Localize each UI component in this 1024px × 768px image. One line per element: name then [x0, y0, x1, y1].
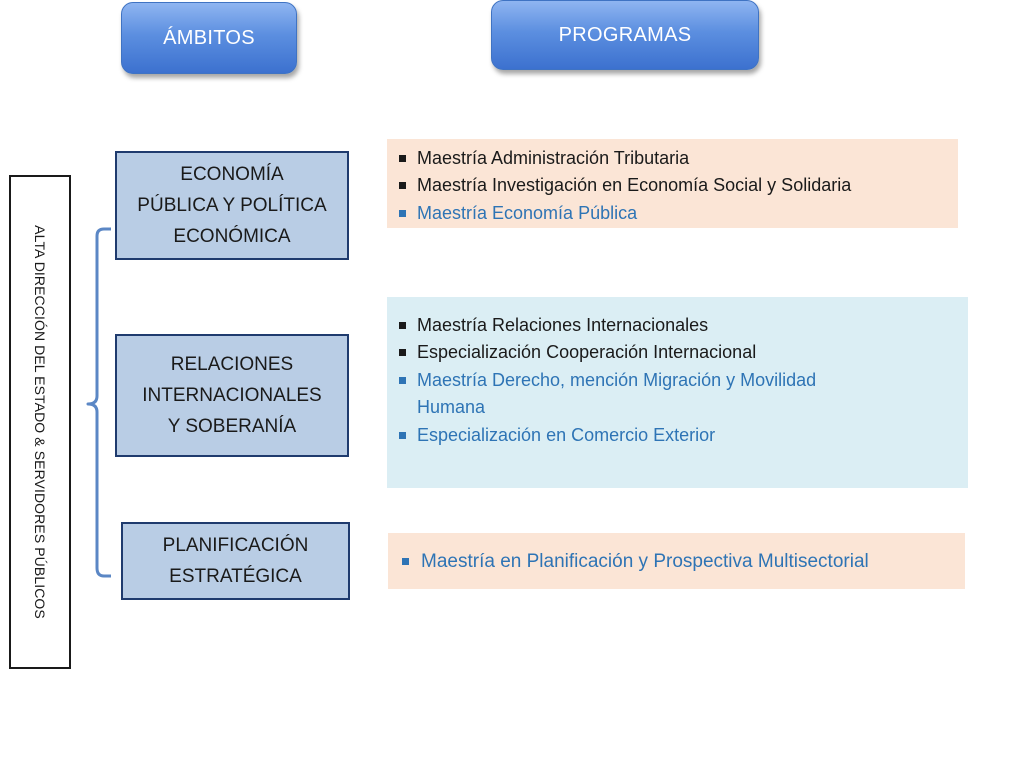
- program-item: [397, 172, 958, 199]
- area-line: PÚBLICA Y POLÍTICA: [137, 195, 327, 216]
- square-bullet-icon: [399, 322, 406, 329]
- brace-path: [88, 229, 111, 576]
- program-text: Maestría en Planificación y Prospectiva Multisectorial: [421, 551, 869, 572]
- programs-economia: [387, 139, 958, 228]
- square-bullet-icon: [399, 155, 406, 162]
- program-text: Maestría Derecho, mención Migración y Movilidad Humana: [417, 369, 817, 418]
- program-text: Maestría Relaciones Internacionales: [417, 315, 709, 335]
- area-line: PLANIFICACIÓN: [162, 535, 309, 556]
- square-bullet-icon: [399, 210, 406, 217]
- program-item: [397, 339, 968, 366]
- programas-header-label: PROGRAMAS: [558, 23, 692, 46]
- ambitos-header-label: ÁMBITOS: [163, 26, 255, 49]
- program-text: Especialización en Comercio Exterior: [417, 424, 716, 445]
- area-line: ESTRATÉGICA: [169, 566, 302, 587]
- area-relaciones-internacionales: [115, 334, 349, 457]
- program-item: [397, 145, 958, 172]
- area-economia-publica: [115, 151, 349, 260]
- area-line: ECONOMÍA: [180, 164, 284, 185]
- area-planificacion-estrategica: [121, 522, 350, 600]
- area-line: Y SOBERANÍA: [167, 416, 297, 437]
- program-text: Especialización Cooperación Internacional: [417, 342, 757, 363]
- program-text: Maestría Administración Tributaria: [417, 148, 690, 168]
- area-line: RELACIONES: [170, 354, 294, 375]
- side-label-text: ALTA DIRECCIÓN DEL ESTADO & SERVIDORES PÚBLICOS: [32, 225, 48, 619]
- program-item: [397, 312, 968, 339]
- square-bullet-icon: [399, 432, 406, 439]
- program-item: [397, 422, 968, 449]
- program-text: Maestría Economía Pública: [417, 202, 638, 223]
- area-line: INTERNACIONALES: [142, 385, 322, 406]
- program-item: [400, 548, 965, 575]
- square-bullet-icon: [399, 182, 406, 189]
- program-text: Maestría Investigación en Economía Social y Solidaria: [417, 175, 852, 196]
- square-bullet-icon: [402, 558, 409, 565]
- area-line: ECONÓMICA: [173, 226, 291, 247]
- programs-planificacion: [388, 533, 965, 589]
- square-bullet-icon: [399, 377, 406, 384]
- square-bullet-icon: [399, 349, 406, 356]
- program-item: [397, 367, 877, 422]
- program-item: [397, 200, 958, 227]
- programs-relaciones: [387, 297, 968, 488]
